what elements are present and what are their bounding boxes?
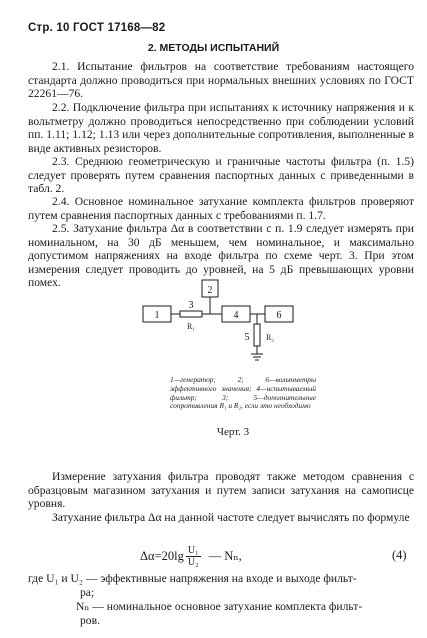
block-label-6: 6 [276,310,282,321]
resistor-label-3: 3 [188,300,194,311]
paragraph-2-2 [28,101,414,155]
paragraph-text: 2.2. Подключение фильтра при испытаниях к источнику напряжения и к вольтметру должно проводиться непосредственно при соблюдении условий пп. 1.11; 1.12; 1.13 или через дополнительные сопротивления, выполненные в виде активных резисторов. [28,101,414,155]
paragraph-2-4 [28,195,414,222]
where-line-2: ра; [80,586,95,599]
paragraph-formula-intro [28,511,414,525]
where-line-3: Nₙ — номинальное основное затухание комплекта фильт- [76,600,363,613]
where-line-1: где U₁ и U₂ — эффективные напряжения на входе и выходе фильт- [28,572,357,585]
block-label-2: 2 [207,285,213,296]
paragraph-text: 2.5. Затухание фильтра Δα в соответствии с п. 1.9 следует измерять при номинальном, на 30 дБ меньшем, чем номинальное, и максимально допустимом напряжениях на входе фильтра по схеме черт. 3. При этом измерения следует проводить до уровней, на 5 дБ превышающих уровни помех. [28,222,414,289]
formula-denominator: U₂ [187,556,199,568]
resistor-name-r1: R₁ [186,322,196,331]
page-header: Стр. 10 ГОСТ 17168—82 [28,22,166,34]
circuit-schematic [140,278,320,373]
paragraph-text: Затухание фильтра Δα на данной частоте следует вычислять по формуле [52,511,410,524]
resistor-r1 [180,311,202,317]
formula-rhs: — Nₙ, [208,549,242,563]
block-label-4: 4 [233,310,239,321]
figure-caption: 1—генератор; 2; 6—вольтметры эффективного значения; 4—испытываемый фильтр; 3; 5—дополнительные сопротивления R₁ и R₂, если это необходимо [170,375,316,411]
formula-numerator: U₁ [187,544,199,556]
resistor-label-5: 5 [244,332,250,343]
where-line-4: ров. [80,614,100,627]
paragraph-2-1 [28,60,414,101]
paragraph-text: 2.1. Испытание фильтров на соответствие требованиям настоящего стандарта должно проводиться при нормальных внешних условиях по ГОСТ 22261—76. [28,60,414,100]
formula-lhs: Δα=20lg [140,548,184,563]
equation-number: (4) [392,548,407,562]
block-label-1: 1 [154,310,160,321]
paragraph-measurement [28,470,414,511]
formula-4 [0,538,427,574]
figure-label: Черт. 3 [216,426,250,438]
paragraph-text: 2.4. Основное номинальное затухание комплекта фильтров проверяют путем сравнения паспортных данных с требованиями п. 1.7. [28,195,414,222]
paragraph-2-3 [28,155,414,196]
resistor-r2 [254,324,260,346]
paragraph-text: Измерение затухания фильтра проводят также методом сравнения с образцовым магазином затухания и путем записи затухания на самописце уровня. [28,470,414,510]
resistor-name-r2: R₂ [265,333,275,342]
formula-expression [140,538,242,574]
formula-fraction [186,545,201,568]
paragraph-text: 2.3. Среднюю геометрическую и граничные частоты фильтра (п. 1.5) следует проверять путем сравнения паспортных данных с приведенными в табл. 2. [28,155,414,195]
section-title: 2. МЕТОДЫ ИСПЫТАНИЙ [147,42,280,54]
